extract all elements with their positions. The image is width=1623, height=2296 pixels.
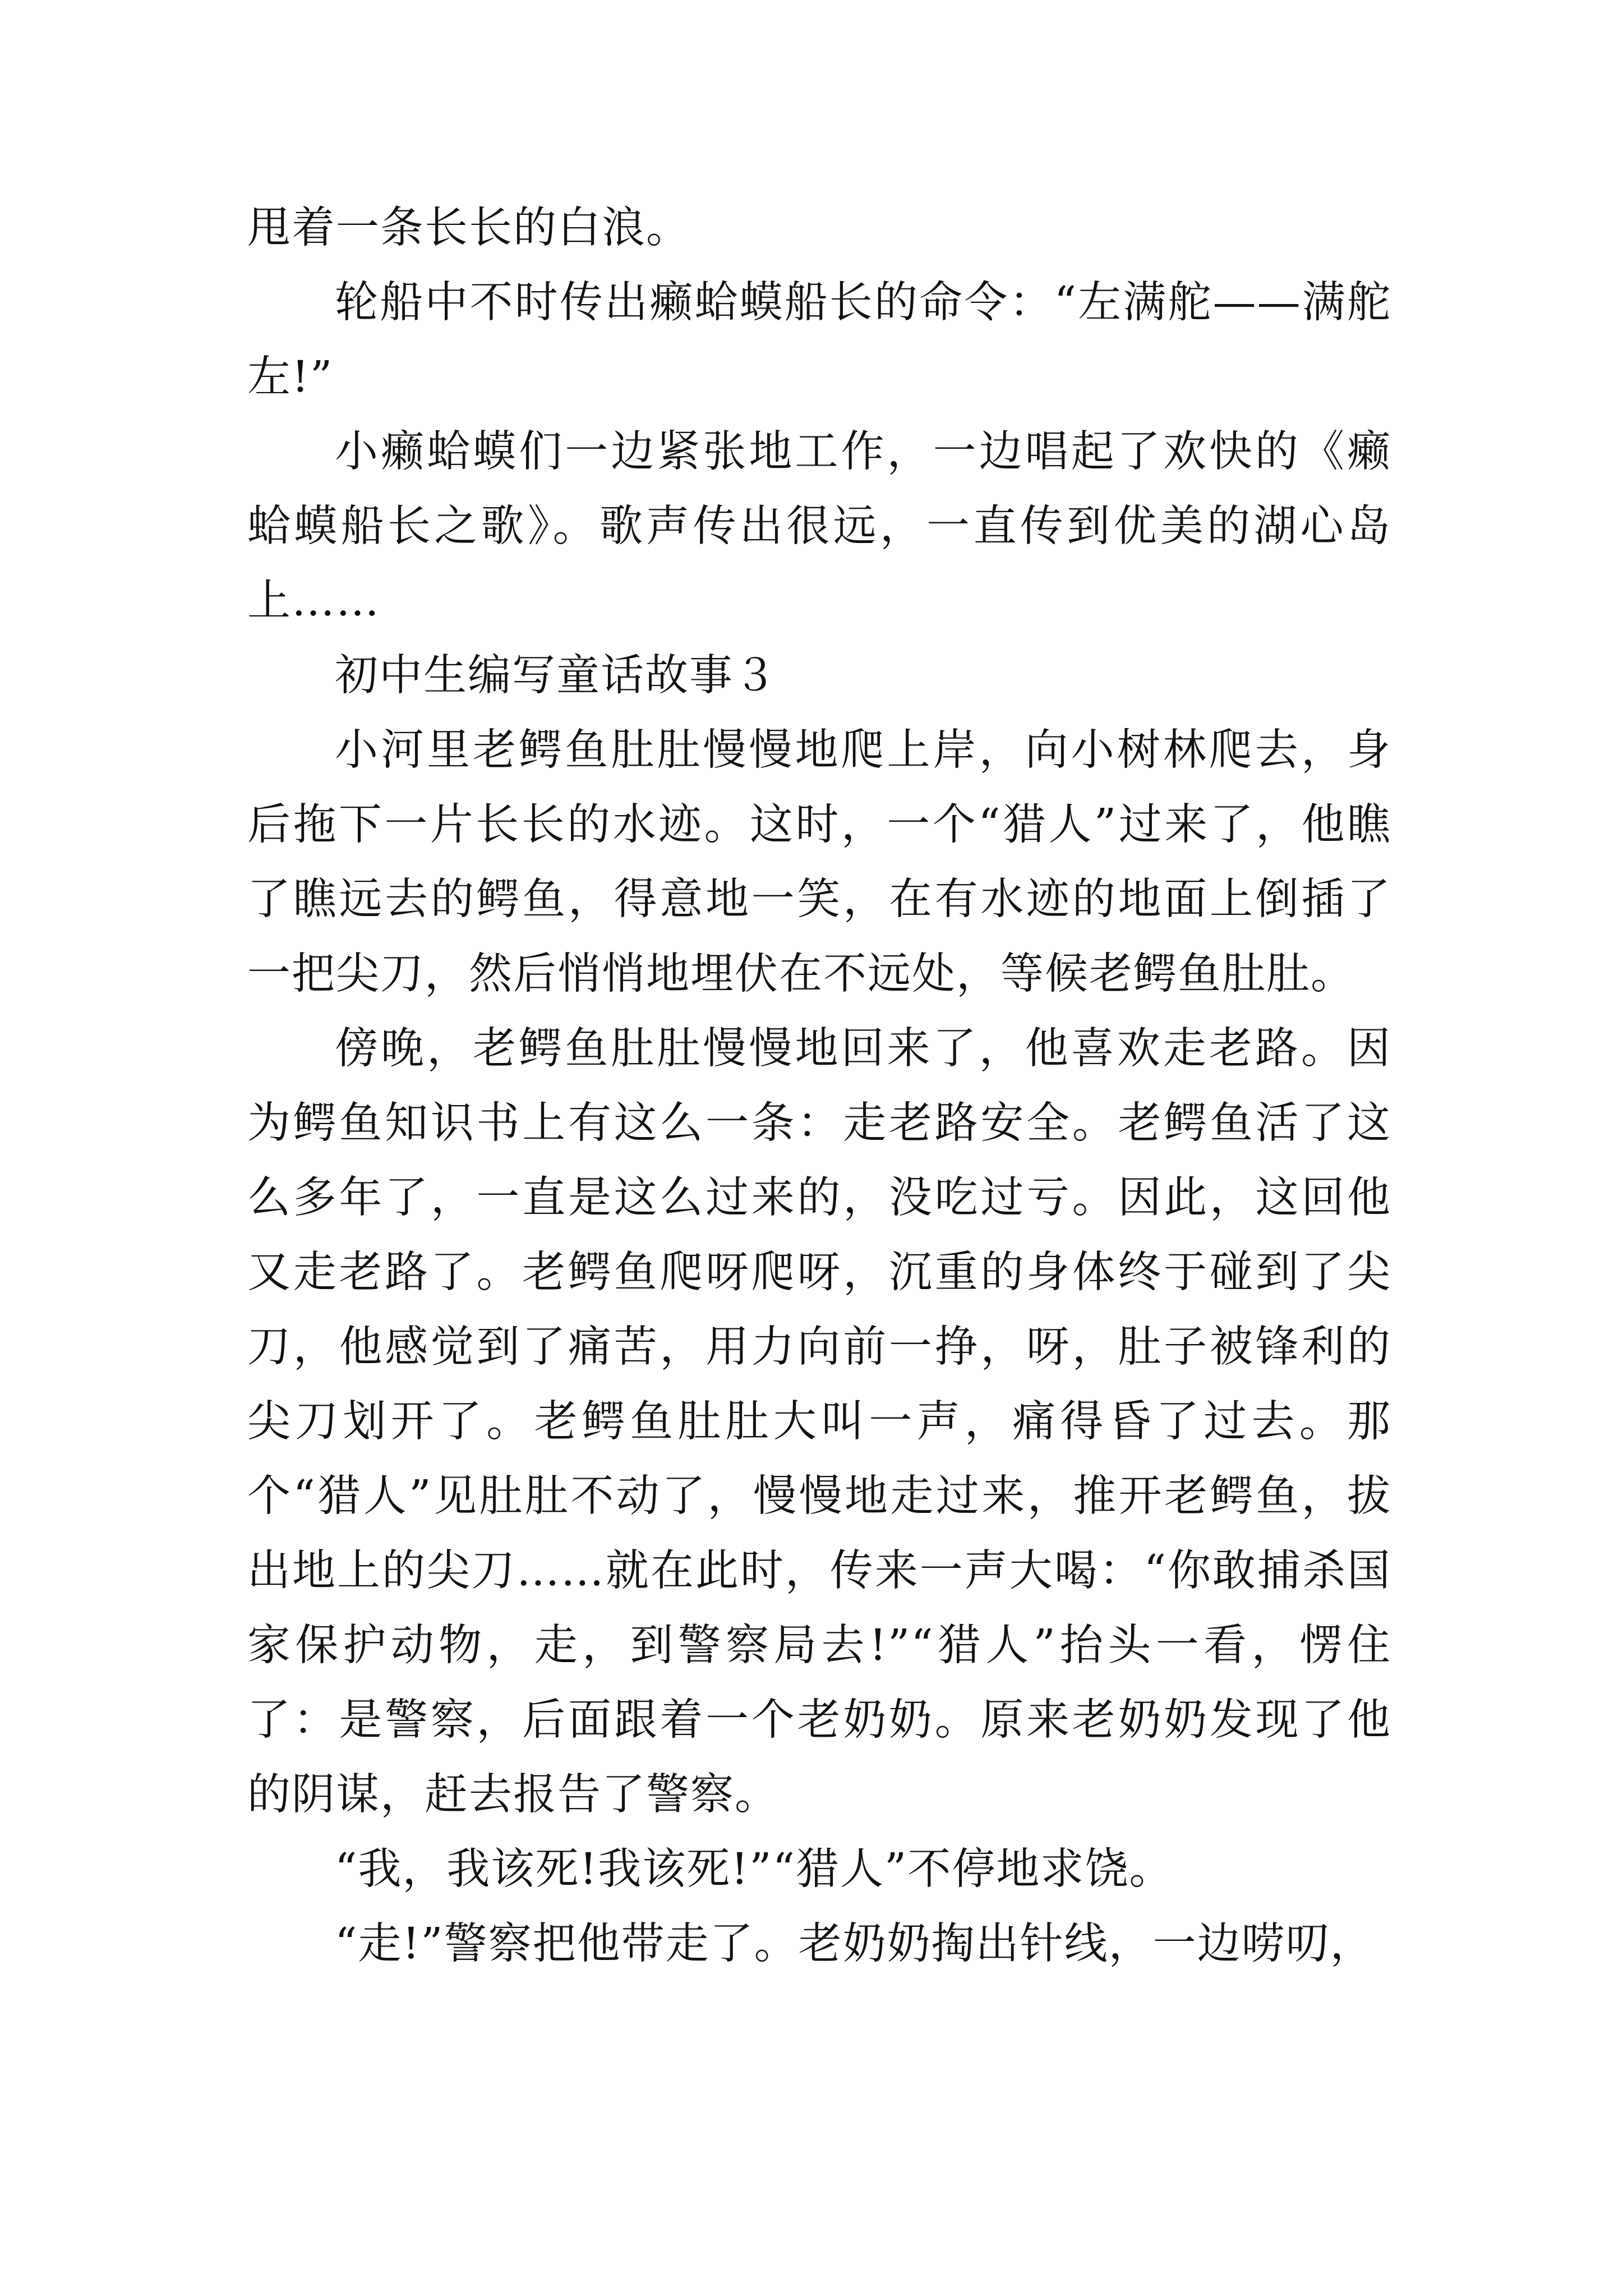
paragraph-captain-command: 轮船中不时传出癞蛤蟆船长的命令：“左满舵——满舵左!” bbox=[247, 278, 1391, 402]
paragraph-continuation: 甩着一条长长的白浪。 bbox=[247, 203, 690, 253]
document-body bbox=[247, 191, 1391, 1981]
paragraph-crocodile-evening: 傍晚，老鳄鱼肚肚慢慢地回来了，他喜欢走老路。因为鳄鱼知识书上有这么一条：走老路安全。老鳄鱼活了这么多年了，一直是这么过来的，没吃过亏。因此，这回他又走老路了。老鳄鱼爬呀爬呀，沉重的身体终于碰到了尖刀，他感觉到了痛苦，用力向前一挣，呀，肚子被锋利的尖刀划开了。老鳄鱼肚肚大叫一声，痛得昏了过去。那个“猎人”见肚肚不动了，慢慢地走过来，推开老鳄鱼，拔出地上的尖刀……就在此时，传来一声大喝：“你敢捕杀国家保护动物，走，到警察局去!”“猎人”抬头一看，愣住了：是警察，后面跟着一个老奶奶。原来老奶奶发现了他的阴谋，赶去报告了警察。 bbox=[247, 1024, 1391, 1820]
paragraph-song: 小癞蛤蟆们一边紧张地工作，一边唱起了欢快的《癞蛤蟆船长之歌》。歌声传出很远，一直传到优美的湖心岛上…… bbox=[247, 427, 1391, 626]
paragraph-hunter-begs: “我，我该死!我该死!”“猎人”不停地求饶。 bbox=[335, 1844, 1174, 1894]
paragraph-crocodile-intro: 小河里老鳄鱼肚肚慢慢地爬上岸，向小树林爬去，身后拖下一片长长的水迹。这时，一个“猎人”过来了，他瞧了瞧远去的鳄鱼，得意地一笑，在有水迹的地面上倒插了一把尖刀，然后悄悄地埋伏在不远处，等候老鳄鱼肚肚。 bbox=[247, 725, 1391, 999]
section-heading: 初中生编写童话故事３ bbox=[335, 651, 778, 701]
paragraph-police-leave: “走!”警察把他带走了。老奶奶掏出针线，一边唠叨， bbox=[335, 1919, 1375, 1969]
